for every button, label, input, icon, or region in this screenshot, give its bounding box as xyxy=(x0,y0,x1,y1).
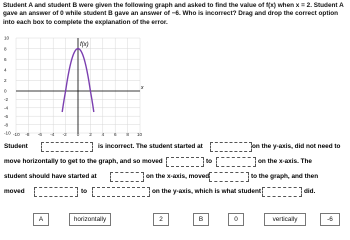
x-tick-label: -10 xyxy=(13,132,20,136)
drop-box-student[interactable] xyxy=(41,142,93,152)
option-tile-vertically[interactable]: vertically xyxy=(264,213,306,226)
y-tick-label: -4 xyxy=(4,105,9,111)
sentence-part-8: on the x-axis, moved xyxy=(146,173,210,180)
y-tick-label: 2 xyxy=(4,78,7,84)
option-tile-horizontally[interactable]: horizontally xyxy=(69,213,111,226)
sentence-part-2: is incorrect. The student started at xyxy=(98,143,203,150)
sentence-part-5: to xyxy=(206,158,213,165)
x-tick-label: 10 xyxy=(137,132,143,136)
sentence-part-13: did. xyxy=(304,188,316,195)
option-tile-0[interactable]: 0 xyxy=(228,213,244,226)
option-tile-2[interactable]: 2 xyxy=(153,213,169,226)
sentence-part-11: to xyxy=(81,188,88,195)
x-tick-label: 4 xyxy=(101,132,105,136)
function-label: f(x) xyxy=(80,42,89,48)
x-tick-label: 2 xyxy=(89,132,92,136)
option-tile-a[interactable]: A xyxy=(33,213,49,226)
x-tick-label: 8 xyxy=(126,132,129,136)
y-tick-label: -10 xyxy=(4,130,11,136)
y-tick-label: -8 xyxy=(4,122,9,128)
question-prompt: Student A and student B were given the following graph and asked to find the value of f(x) when x = 2. Student A gave an answer of 0 while student B gave an answer of −6. Who is incorrect? Drag and drop the correct option into each box to complete the explanation of the error. xyxy=(3,2,344,26)
x-tick-label: -2 xyxy=(62,132,67,136)
sentence-part-4: move horizontally to get to the graph, and so moved xyxy=(4,158,163,165)
sentence-part-10: moved xyxy=(4,188,25,195)
drop-box-direction-2[interactable] xyxy=(209,172,249,182)
sentence-part-3: on the y-axis, did not need to xyxy=(252,143,341,150)
sentence-part-1: Student xyxy=(4,143,28,150)
x-tick-label: -6 xyxy=(37,132,42,136)
drop-box-value-2[interactable] xyxy=(110,172,144,182)
x-tick-label: 0 xyxy=(76,132,80,136)
y-tick-label: -6 xyxy=(4,113,9,119)
drop-box-value-3[interactable] xyxy=(92,187,150,197)
drop-box-direction-3[interactable] xyxy=(34,187,78,197)
drop-box-start-value[interactable] xyxy=(210,142,252,152)
graph-background xyxy=(2,36,152,136)
y-tick-label: 0 xyxy=(4,88,7,94)
option-tile-neg6[interactable]: -6 xyxy=(320,213,340,226)
y-tick-label: -2 xyxy=(4,97,9,103)
function-graph xyxy=(2,36,152,136)
x-tick-label: -8 xyxy=(25,132,30,136)
drop-box-direction-1[interactable] xyxy=(166,157,204,167)
x-axis-label: x xyxy=(141,85,144,91)
option-tile-b[interactable]: B xyxy=(193,213,209,226)
sentence-part-12: on the y-axis, which is what student xyxy=(152,188,262,195)
sentence-part-9: to the graph, and then xyxy=(251,173,319,180)
y-tick-label: 4 xyxy=(4,67,7,73)
y-tick-label: 10 xyxy=(4,36,10,41)
y-tick-label: 6 xyxy=(4,56,7,62)
sentence-part-6: on the x-axis. The xyxy=(258,158,312,165)
drop-box-student-2[interactable] xyxy=(262,187,302,197)
x-tick-label: -4 xyxy=(50,132,55,136)
x-tick-label: 6 xyxy=(114,132,117,136)
drop-box-value-1[interactable] xyxy=(216,157,256,167)
y-tick-label: 8 xyxy=(4,46,7,52)
sentence-part-7: student should have started at xyxy=(4,173,97,180)
